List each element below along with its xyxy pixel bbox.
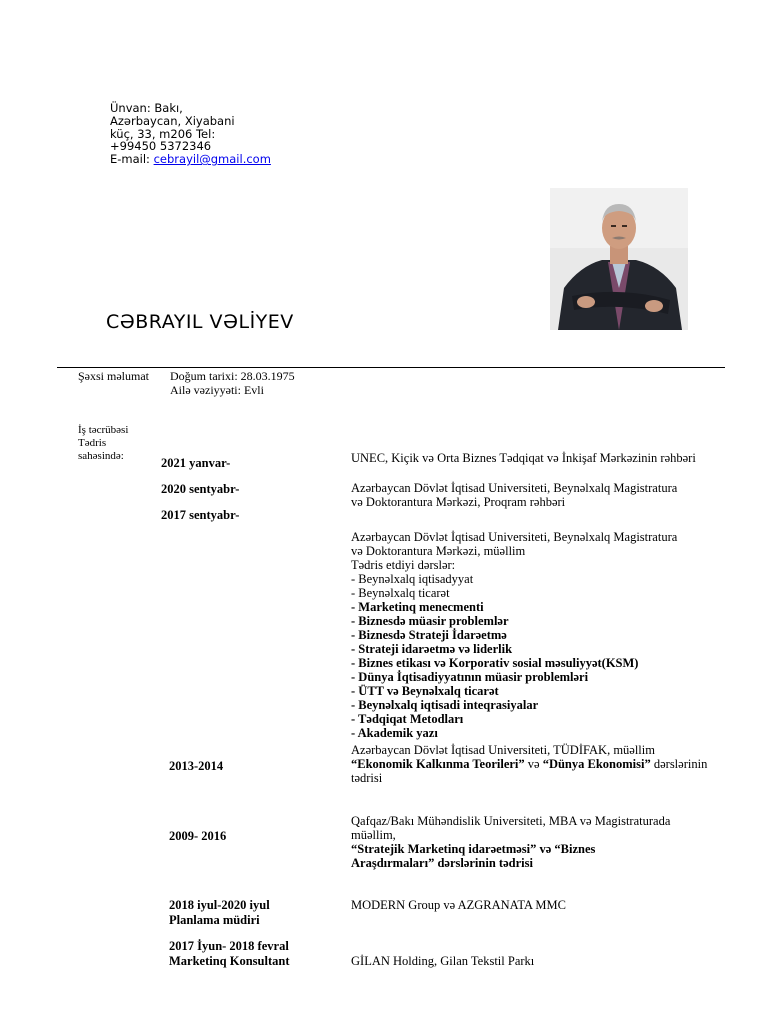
personal-info bbox=[170, 369, 295, 397]
course-item: - Beynəlxalq iqtisadyyat bbox=[351, 572, 474, 586]
course-item: - Akademik yazı bbox=[351, 726, 438, 740]
phone-number: +99450 5372346 bbox=[110, 139, 212, 154]
entry-date: 2013-2014 bbox=[169, 759, 224, 773]
experience-label-line: sahəsində: bbox=[78, 450, 124, 462]
entry-line: Qafqaz/Bakı Mühəndislik Universiteti, MBA və Magistraturada bbox=[351, 814, 671, 828]
entry-line: və Doktorantura Mərkəzi, Proqram rəhbəri bbox=[351, 495, 566, 509]
course-item: - Beynəlxalq ticarət bbox=[351, 586, 450, 600]
entry-description bbox=[351, 814, 670, 870]
experience-label-line: İş təcrübəsi bbox=[78, 424, 129, 436]
course-item: - ÜTT və Beynəlxalq ticarət bbox=[351, 684, 499, 698]
entry-role: Planlama müdiri bbox=[169, 913, 260, 927]
profile-photo bbox=[550, 188, 688, 330]
divider-line bbox=[57, 367, 725, 368]
entry-line: tədrisi bbox=[351, 771, 383, 785]
course-list bbox=[351, 572, 677, 740]
address-line: Azərbaycan, Xiyabani bbox=[110, 113, 235, 128]
entry-role: Marketinq Konsultant bbox=[169, 954, 290, 968]
course-item: - Beynəlxalq iqtisadi inteqrasiyalar bbox=[351, 698, 539, 712]
portrait-image bbox=[550, 188, 688, 330]
entry-date: 2009- 2016 bbox=[169, 829, 227, 843]
full-name: CƏBRAYIL VƏLİYEV bbox=[106, 311, 294, 333]
entry-line: və Doktorantura Mərkəzi, müəllim bbox=[351, 544, 526, 558]
entry-description bbox=[351, 743, 731, 785]
entry-date: 2021 yanvar- bbox=[161, 456, 231, 470]
course-item: - Biznes etikası və Korporativ sosial məsuliyyət(KSM) bbox=[351, 656, 639, 670]
entry-line: “Stratejik Marketinq idarəetməsi” və “Biznes bbox=[351, 842, 596, 856]
address-line: küç, 33, m206 Tel: bbox=[110, 126, 216, 141]
experience-label-line: Tədris bbox=[78, 437, 107, 449]
marital-status: Ailə vəziyyəti: Evli bbox=[170, 383, 264, 397]
entry-date: 2020 sentyabr- bbox=[161, 482, 240, 496]
course-item: - Marketinq menecmenti bbox=[351, 600, 484, 614]
address-line: Ünvan: Bakı, bbox=[110, 101, 183, 115]
course-name: “Ekonomik Kalkınma Teorileri” bbox=[351, 757, 525, 771]
suffix-text: dərslərinin bbox=[650, 757, 708, 771]
entry-description bbox=[351, 481, 677, 509]
entry-description bbox=[351, 530, 677, 740]
entry-date-line: 2018 iyul-2020 iyul bbox=[169, 898, 270, 912]
experience-label bbox=[78, 424, 128, 463]
contact-block bbox=[110, 102, 271, 166]
course-item: - Strateji idarəetmə və liderlik bbox=[351, 642, 513, 656]
entry-date bbox=[169, 939, 290, 969]
course-item: - Biznesdə Strateji İdarəetmə bbox=[351, 628, 507, 642]
entry-line: Araşdırmaları” dərslərinin tədrisi bbox=[351, 856, 533, 870]
email-link[interactable]: cebrayil@gmail.com bbox=[153, 152, 271, 167]
entry-description: MODERN Group və AZGRANATA MMC bbox=[351, 898, 566, 912]
entry-line: Azərbaycan Dövlət İqtisad Universiteti, Beynəlxalq Magistratura bbox=[351, 481, 678, 495]
entry-line: Azərbaycan Dövlət İqtisad Universiteti, Beynəlxalq Magistratura bbox=[351, 530, 678, 544]
entry-date bbox=[169, 898, 270, 928]
entry-line: müəllim, bbox=[351, 828, 396, 842]
entry-description: GİLAN Holding, Gilan Tekstil Parkı bbox=[351, 954, 535, 968]
course-item: - Dünya İqtisadiyyatının müasir problemləri bbox=[351, 670, 589, 684]
course-item: - Tədqiqat Metodları bbox=[351, 712, 464, 726]
entry-line: Azərbaycan Dövlət İqtisad Universiteti, TÜDİFAK, müəllim bbox=[351, 743, 655, 757]
courses-title: Tədris etdiyi dərslər: bbox=[351, 558, 456, 572]
entry-description: UNEC, Kiçik və Orta Biznes Tədqiqat və İnkişaf Mərkəzinin rəhbəri bbox=[351, 451, 696, 465]
email-label: E-mail: bbox=[110, 152, 154, 167]
connector-text: və bbox=[524, 757, 543, 771]
personal-info-label: Şəxsi məlumat bbox=[78, 369, 149, 383]
course-item: - Biznesdə müasir problemlər bbox=[351, 614, 509, 628]
email-line bbox=[110, 153, 271, 166]
course-name: “Dünya Ekonomisi” bbox=[542, 757, 651, 771]
birth-date: Doğum tarixi: 28.03.1975 bbox=[170, 369, 295, 383]
entry-date: 2017 sentyabr- bbox=[161, 508, 240, 522]
entry-date-line: 2017 İyun- 2018 fevral bbox=[169, 939, 289, 953]
entry-line bbox=[351, 757, 731, 771]
